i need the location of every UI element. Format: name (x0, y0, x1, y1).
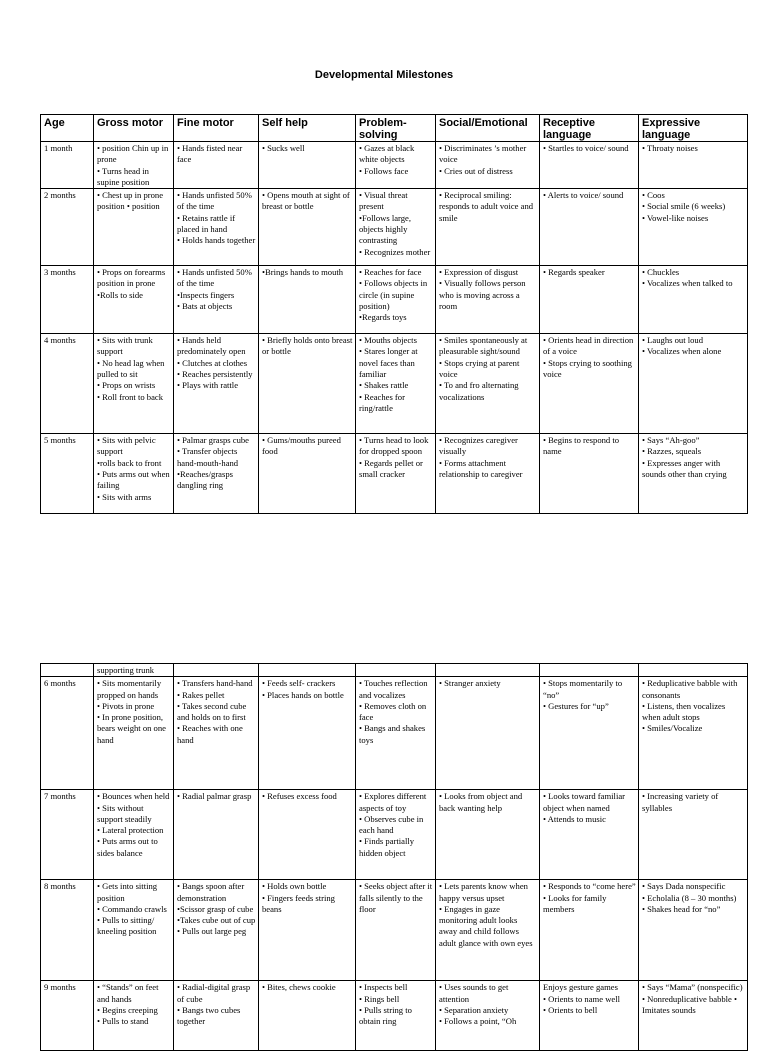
cell-expressive-language (639, 790, 748, 880)
cell-line: •Follows large, objects highly contrasting (359, 212, 412, 246)
cell-line: • Explores different aspects of toy (359, 791, 427, 813)
table-row (41, 981, 748, 1051)
cell-line: • Radial palmar grasp (177, 791, 252, 802)
table-row (41, 677, 748, 790)
cell-line: • Props on forearms position in prone (97, 267, 166, 289)
cell-line: Enjoys gesture games (543, 982, 618, 993)
cell-line: • Expresses anger with sounds other than crying (642, 457, 727, 480)
cell-problem-solving (356, 434, 436, 514)
cell-line: • Reaches for ring/rattle (359, 391, 405, 413)
cell-line: • Follows face (359, 165, 409, 176)
cell-line: • Vocalizes when alone (642, 346, 722, 357)
cell-line: • Discriminates ’s mother voice (439, 143, 527, 165)
cell-line: • Smiles/Vocalize (642, 723, 703, 734)
cell-line: • Gestures for “up” (543, 700, 609, 711)
cell-line: • Opens mouth at sight of breast or bottle (262, 190, 350, 212)
cell-line: • Follows a point, “Oh (439, 1016, 517, 1027)
cell-problem-solving (356, 266, 436, 334)
cell-social-emotional (436, 189, 540, 266)
cell-line: • Forms attachment relationship to caregiver (439, 457, 523, 480)
cell-social-emotional (436, 334, 540, 434)
table-row (41, 142, 748, 189)
cell-line: • Puts arms out to sides balance (97, 836, 158, 858)
cell-line: • Coos (642, 190, 665, 201)
cell-line: • Bangs two cubes together (177, 1004, 241, 1027)
cell-problem-solving (356, 880, 436, 981)
cell-line: • Stares longer at novel faces than familiar (359, 346, 418, 380)
cell-line: • Reduplicative babble with consonants (642, 678, 738, 700)
cell-line: • Sits with arms (97, 491, 152, 502)
header-expressive-language: Expressive language (639, 115, 748, 142)
cell-line: • Hands held predominately open (177, 335, 246, 357)
cell-expressive-language (639, 189, 748, 266)
page-title: Developmental Milestones (314, 69, 454, 81)
cell-receptive-language (540, 880, 639, 981)
cell-line: • Radial-digital grasp of cube (177, 982, 251, 1004)
cell-line: •Reaches/grasps dangling ring (177, 469, 233, 491)
cell-fine-motor (174, 434, 259, 514)
cell-line: • Pulls to stand (97, 1016, 149, 1027)
cell-age: 2 months (41, 189, 94, 266)
cell-line: • Observes cube in each hand (359, 813, 424, 836)
cell-line: • Transfer objects hand-mouth-hand (177, 446, 239, 468)
cell-line: • Reaches with one hand (177, 723, 243, 745)
cell-line: • Cries out of distress (439, 165, 513, 176)
cell-receptive-language (540, 434, 639, 514)
cell-social-emotional (436, 677, 540, 790)
cell-line: • Sucks well (262, 143, 305, 153)
cell-line: • Says “Mama” (nonspecific) (642, 982, 743, 993)
cell-line: • Gums/mouths pureed food (262, 435, 341, 457)
cell-line: • Bangs spoon after demonstration (177, 881, 245, 903)
cell-social-emotional (436, 266, 540, 334)
cell-line: • Alerts to voice/ sound (543, 190, 624, 201)
cell-problem-solving (356, 334, 436, 434)
cell-line: • Sits with trunk support (97, 335, 153, 357)
cell-self-help (259, 434, 356, 514)
header-age: Age (41, 115, 94, 142)
cell-line: • Says “Ah-goo” (642, 435, 700, 446)
cell-gross-motor (94, 981, 174, 1051)
cell-line: • Looks from object and back wanting help (439, 791, 523, 813)
cell-problem-solving (356, 790, 436, 880)
cell-line: • Lateral protection (97, 825, 164, 836)
cell-line: • Bounces when held (97, 791, 170, 802)
cell-gross-motor (94, 266, 174, 334)
header-receptive-language: Receptive language (540, 115, 639, 142)
table-row-continued (41, 664, 748, 677)
cell-line: • Chuckles (642, 267, 680, 278)
cell-line: • Holds hands together (177, 235, 256, 246)
header-social-emotional: Social/Emotional (436, 115, 540, 142)
cell-age (41, 664, 94, 677)
cell-line: • Regards pellet or small cracker (359, 457, 423, 480)
cell-social-emotional (436, 790, 540, 880)
cell-line: • Reciprocal smiling: responds to adult voice and smile (439, 190, 534, 223)
cell-line: • Pulls string to obtain ring (359, 1004, 412, 1027)
cell-line: • Follows objects in circle (in supine position) (359, 278, 428, 312)
cell-gross-motor (94, 880, 174, 981)
cell-social-emotional (436, 434, 540, 514)
cell-line: • Visually follows person who is moving across a room (439, 278, 526, 312)
cell-line: • Visual threat present (359, 190, 408, 212)
cell-line: • Begins creeping (97, 1004, 158, 1015)
cell-gross-motor (94, 434, 174, 514)
cell-line: • Stops crying at parent voice (439, 357, 520, 380)
cell-self-help (259, 266, 356, 334)
cell-receptive-language (540, 981, 639, 1051)
cell-line: • Reaches for face (359, 267, 422, 278)
cell-line: • Orients head in direction of a voice (543, 335, 634, 357)
cell-fine-motor (174, 880, 259, 981)
cell-line: • Touches reflection and vocalizes (359, 678, 428, 700)
cell-line: • Orients to bell (543, 1004, 598, 1015)
table-row (41, 189, 748, 266)
cell-expressive-language (639, 266, 748, 334)
cell-line: • In prone position, bears weight on one hand (97, 712, 166, 745)
cell-problem-solving (356, 142, 436, 189)
milestones-table-top (40, 114, 748, 514)
cell-line: • Nonreduplicative babble • Imitates sounds (642, 993, 738, 1015)
cell-line: • Expression of disgust (439, 267, 519, 278)
cell-self-help (259, 142, 356, 189)
cell-line: • Throaty noises (642, 143, 698, 153)
cell-line: • Social smile (6 weeks) (642, 201, 726, 212)
cell-line: • Recognizes caregiver visually (439, 435, 518, 457)
cell-line: • Begins to respond to name (543, 435, 620, 457)
cell-line: • Vowel-like noises (642, 212, 709, 223)
cell-gross-motor (94, 677, 174, 790)
milestones-table-bottom (40, 663, 748, 1051)
header-problem-solving: Problem-solving (356, 115, 436, 142)
cell-line: • Inspects bell (359, 982, 408, 993)
cell-line: • Shakes rattle (359, 380, 409, 391)
header-fine-motor: Fine motor (174, 115, 259, 142)
cell-line: •Takes cube out of cup (177, 915, 256, 926)
cell-self-help (259, 790, 356, 880)
cell-line: • Recognizes mother (359, 246, 431, 257)
cell-line: • Props on wrists (97, 380, 156, 391)
cell-problem-solving (356, 189, 436, 266)
table-row (41, 790, 748, 880)
cell-line: •Inspects fingers (177, 289, 235, 300)
cell-line: • Palmar grasps cube (177, 435, 249, 446)
cell-line: • Briefly holds onto breast or bottle (262, 335, 353, 357)
cell-line: • Removes cloth on face (359, 700, 427, 723)
cell-self-help (259, 189, 356, 266)
cell-receptive-language (540, 790, 639, 880)
cell-line: • Engages in gaze monitoring adult looks away and child follows adult glance with own eyes (439, 903, 533, 948)
cell-line: • Puts arms out when failing (97, 469, 170, 491)
cell-age: 7 months (41, 790, 94, 880)
cell-expressive-language (639, 981, 748, 1051)
cell-line: • Looks toward familiar object when named (543, 791, 626, 813)
cell-line: • Rings bell (359, 993, 400, 1004)
cell-age: 9 months (41, 981, 94, 1051)
cell-line: • Commando crawls (97, 903, 167, 914)
cell-line: •rolls back to front (97, 457, 162, 468)
cell-line: • Retains rattle if placed in hand (177, 212, 236, 235)
cell-age: 1 month (41, 142, 94, 189)
cell-line: • Smiles spontaneously at pleasurable sight/sound (439, 335, 528, 357)
cell-line: • Rakes pellet (177, 689, 225, 700)
cell-age: 5 months (41, 434, 94, 514)
cell-line: • Takes second cube and holds on to first (177, 700, 247, 723)
cell-line: • position Chin up in prone (97, 143, 169, 165)
cell-fine-motor (174, 334, 259, 434)
cell-line: • Regards speaker (543, 267, 605, 278)
cell-line: • Sits without support steadily (97, 802, 152, 824)
cell-line: • Stops crying to soothing voice (543, 357, 632, 380)
cell-receptive-language (540, 142, 639, 189)
cell-expressive-language (639, 664, 748, 677)
cell-line: • Transfers hand-hand (177, 678, 253, 689)
table-row (41, 266, 748, 334)
cell-line: • Laughs out loud (642, 335, 704, 346)
table-row (41, 334, 748, 434)
cell-line: • Chest up in prone position • position (97, 190, 164, 212)
cell-social-emotional (436, 981, 540, 1051)
cell-line: • Clutches at clothes (177, 357, 248, 368)
cell-line: • Hands fisted near face (177, 143, 243, 165)
cell-expressive-language (639, 142, 748, 189)
cell-receptive-language (540, 677, 639, 790)
cell-receptive-language (540, 664, 639, 677)
cell-line: • Feeds self- crackers (262, 678, 336, 689)
cell-line: •Regards toys (359, 312, 407, 323)
cell-line: • Lets parents know when happy versus upset (439, 881, 528, 903)
cell-receptive-language (540, 189, 639, 266)
cell-line: • Mouths objects (359, 335, 417, 346)
cell-expressive-language (639, 677, 748, 790)
cell-fine-motor (174, 677, 259, 790)
header-self-help: Self help (259, 115, 356, 142)
cell-self-help (259, 664, 356, 677)
cell-line: • Responds to “come here” (543, 881, 636, 892)
header-gross-motor: Gross motor (94, 115, 174, 142)
cell-fine-motor (174, 266, 259, 334)
cell-expressive-language (639, 434, 748, 514)
cell-line: • Attends to music (543, 813, 606, 824)
cell-line: •Brings hands to mouth (262, 267, 344, 278)
cell-expressive-language (639, 880, 748, 981)
cell-line: • Hands unfisted 50% of the time (177, 267, 252, 289)
cell-line: • Looks for family members (543, 892, 607, 914)
cell-self-help (259, 334, 356, 434)
cell-line: • Seeks object after it falls silently to the floor (359, 881, 433, 914)
cell-social-emotional (436, 664, 540, 677)
cell-expressive-language (639, 334, 748, 434)
cell-gross-motor (94, 664, 174, 677)
cell-line: • Bangs and shakes toys (359, 723, 426, 745)
cell-line: • Echolalia (8 – 30 months) (642, 892, 737, 903)
cell-gross-motor (94, 334, 174, 434)
cell-line: • Places hands on bottle (262, 689, 344, 700)
cell-fine-motor (174, 664, 259, 677)
cell-line: • Separation anxiety (439, 1004, 509, 1015)
cell-age: 3 months (41, 266, 94, 334)
cell-problem-solving (356, 981, 436, 1051)
cell-problem-solving (356, 677, 436, 790)
table-row (41, 880, 748, 981)
cell-line: • Plays with rattle (177, 380, 239, 391)
cell-line: • Uses sounds to get attention (439, 982, 509, 1004)
table-header-row (41, 115, 748, 142)
cell-fine-motor (174, 142, 259, 189)
cell-line: •Scissor grasp of cube (177, 903, 254, 914)
cell-line: • Stops momentarily to “no” (543, 678, 623, 700)
cell-line: • Finds partially hidden object (359, 836, 415, 858)
cell-fine-motor (174, 790, 259, 880)
cell-line: • Says Dada nonspecific (642, 881, 726, 892)
cell-social-emotional (436, 880, 540, 981)
cell-gross-motor (94, 189, 174, 266)
cell-line: • Listens, then vocalizes when adult stops (642, 700, 726, 723)
cell-receptive-language (540, 266, 639, 334)
cell-self-help (259, 677, 356, 790)
cell-line: • No head lag when pulled to sit (97, 357, 165, 380)
cell-line: • “Stands” on feet and hands (97, 982, 159, 1004)
cell-line: • Pulls out large peg (177, 926, 247, 937)
cell-fine-motor (174, 981, 259, 1051)
cell-line: • Bites, chews cookie (262, 982, 336, 993)
cell-line: supporting trunk (97, 665, 155, 675)
cell-gross-motor (94, 790, 174, 880)
cell-line: • Reaches persistently (177, 369, 253, 380)
cell-line: • Shakes head for “no” (642, 903, 721, 914)
cell-line: • Hands unfisted 50% of the time (177, 190, 252, 212)
cell-social-emotional (436, 142, 540, 189)
cell-line: • Pivots in prone (97, 700, 155, 711)
cell-line: • Holds own bottle (262, 881, 327, 892)
cell-age: 8 months (41, 880, 94, 981)
cell-line: • Vocalizes when talked to (642, 278, 733, 289)
cell-receptive-language (540, 334, 639, 434)
cell-line: • Startles to voice/ sound (543, 143, 629, 153)
cell-line: • Razzes, squeals (642, 446, 702, 457)
cell-line: • Sits with pelvic support (97, 435, 156, 457)
cell-line: • Fingers feeds string beans (262, 892, 335, 914)
cell-line: •Rolls to side (97, 289, 143, 300)
cell-line: • Refuses excess food (262, 791, 337, 802)
cell-line: • Orients to name well (543, 993, 620, 1004)
cell-line: • Turns head to look for dropped spoon (359, 435, 429, 457)
cell-self-help (259, 880, 356, 981)
cell-line: • Bats at objects (177, 301, 233, 312)
cell-line: • Sits momentarily propped on hands (97, 678, 162, 700)
cell-line: • To and fro alternating vocalizations (439, 380, 519, 402)
cell-line: • Gazes at black white objects (359, 143, 415, 165)
cell-self-help (259, 981, 356, 1051)
cell-line: • Stranger anxiety (439, 678, 501, 689)
cell-age: 6 months (41, 677, 94, 790)
cell-fine-motor (174, 189, 259, 266)
cell-age: 4 months (41, 334, 94, 434)
cell-gross-motor (94, 142, 174, 189)
table-row (41, 434, 748, 514)
cell-line: • Pulls to sitting/ kneeling position (97, 915, 157, 937)
cell-line: • Roll front to back (97, 391, 164, 402)
cell-line: • Turns head in supine position (97, 165, 150, 187)
cell-line: • Gets into sitting position (97, 881, 158, 903)
cell-problem-solving (356, 664, 436, 677)
cell-line: • Increasing variety of syllables (642, 791, 719, 813)
